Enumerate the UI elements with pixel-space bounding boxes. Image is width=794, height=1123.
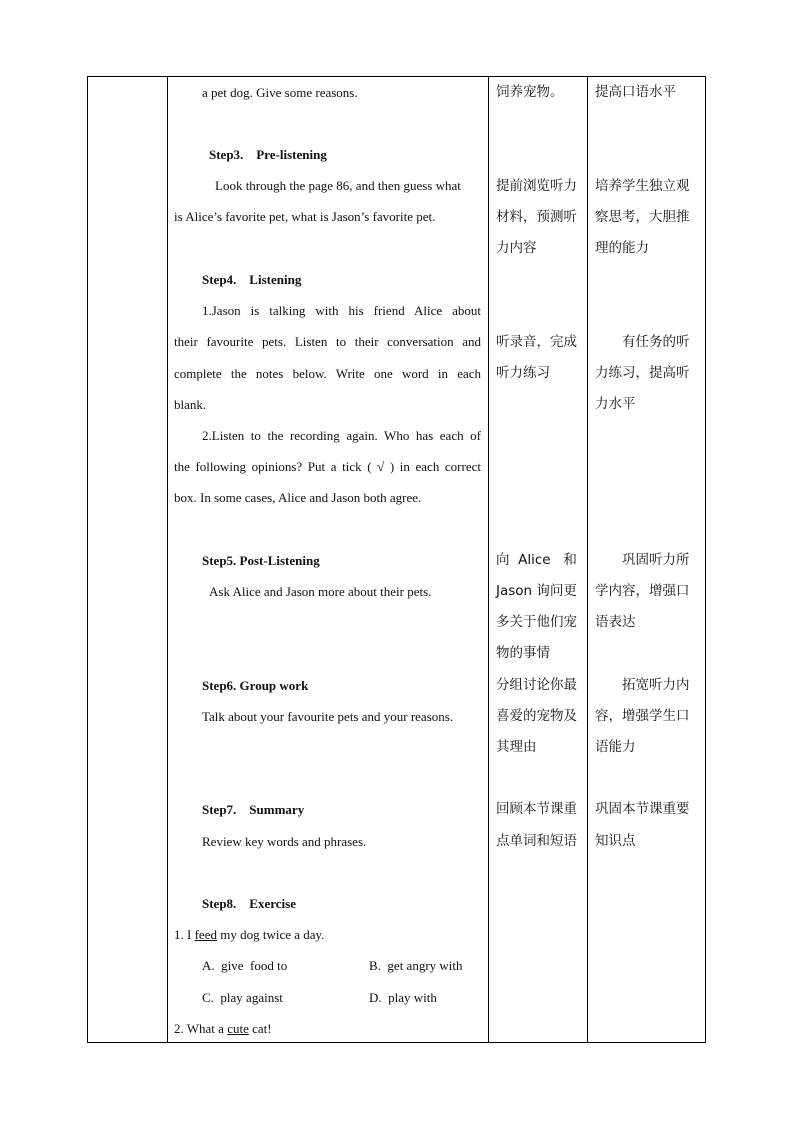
column-divider-1 bbox=[167, 76, 168, 1043]
q1-suffix: my dog twice a day. bbox=[216, 927, 325, 942]
q1-option-d: D. play with bbox=[369, 990, 437, 1005]
step4-purpose-2: 力练习，提高听 bbox=[595, 365, 690, 381]
purpose-text: 提高口语水平 bbox=[595, 84, 676, 100]
step3-heading: Step3. Pre-listening bbox=[209, 147, 327, 162]
step4-line-3: complete the notes below. Write one word in each bbox=[174, 366, 481, 381]
step5-purpose-2: 学内容，增强口 bbox=[595, 583, 690, 599]
step5-method-4: 物的事情 bbox=[496, 645, 550, 661]
q2-prefix: 2. What a bbox=[174, 1021, 228, 1036]
step7-method-1: 回顾本节课重 bbox=[496, 801, 577, 817]
step7-heading: Step7. Summary bbox=[202, 802, 305, 817]
step6-purpose-3: 语能力 bbox=[595, 739, 636, 755]
exercise-question-2 bbox=[174, 1021, 272, 1037]
q2-underlined-word: cute bbox=[227, 1021, 249, 1036]
step4-line-7: box. In some cases, Alice and Jason both agree. bbox=[174, 490, 422, 505]
step8-heading: Step8. Exercise bbox=[202, 896, 296, 911]
step6-purpose-2: 容，增强学生口 bbox=[595, 708, 690, 724]
step4-line-1: 1.Jason is talking with his friend Alice about bbox=[202, 303, 481, 318]
q1-option-a: A. give food to bbox=[202, 958, 288, 973]
step4-purpose-3: 力水平 bbox=[595, 396, 636, 412]
step5-line-1: Ask Alice and Jason more about their pets. bbox=[209, 584, 432, 599]
step5-heading: Step5. Post-Listening bbox=[202, 553, 320, 568]
step3-purpose-1: 培养学生独立观 bbox=[595, 178, 690, 194]
step4-line-5: 2.Listen to the recording again. Who has each of bbox=[202, 428, 481, 443]
step3-method-1: 提前浏览听力 bbox=[496, 178, 577, 194]
step6-purpose-1: 拓宽听力内 bbox=[622, 677, 690, 693]
q1-prefix: 1. I bbox=[174, 927, 195, 942]
step5-method-2: Jason 询问更 bbox=[496, 583, 577, 599]
column-divider-3 bbox=[587, 76, 588, 1043]
q2-suffix: cat! bbox=[248, 1021, 272, 1036]
step3-purpose-2: 察思考，大胆推 bbox=[595, 209, 690, 225]
step3-method-2: 材料，预测听 bbox=[496, 209, 577, 225]
step7-line-1: Review key words and phrases. bbox=[202, 834, 367, 849]
step3-purpose-3: 理的能力 bbox=[595, 240, 649, 256]
step4-heading: Step4. Listening bbox=[202, 272, 302, 287]
step6-line-1: Talk about your favourite pets and your reasons. bbox=[202, 709, 454, 724]
q1-option-c: C. play against bbox=[202, 990, 283, 1005]
step6-heading: Step6. Group work bbox=[202, 678, 309, 693]
content-line: a pet dog. Give some reasons. bbox=[202, 85, 358, 100]
step3-line-2: is Alice’s favorite pet, what is Jason’s favorite pet. bbox=[174, 209, 436, 224]
step3-method-3: 力内容 bbox=[496, 240, 537, 256]
step4-line-2: their favourite pets. Listen to their conversation and bbox=[174, 334, 481, 349]
step7-method-2: 点单词和短语 bbox=[496, 833, 577, 849]
step5-purpose-1: 巩固听力所 bbox=[622, 552, 690, 568]
column-divider-2 bbox=[488, 76, 489, 1043]
q1-underlined-word: feed bbox=[194, 927, 217, 942]
q1-option-b: B. get angry with bbox=[369, 958, 463, 973]
step6-method-2: 喜爱的宠物及 bbox=[496, 708, 577, 724]
step4-method-2: 听力练习 bbox=[496, 365, 550, 381]
step4-method-1: 听录音，完成 bbox=[496, 334, 577, 350]
step4-line-4: blank. bbox=[174, 397, 207, 412]
step3-line-1: Look through the page 86, and then guess what bbox=[215, 178, 461, 193]
step5-method-1: 向 Alice 和 bbox=[496, 552, 577, 568]
step4-line-6: the following opinions? Put a tick ( √ ) in each correct bbox=[174, 459, 481, 474]
step5-method-3: 多关于他们宠 bbox=[496, 614, 577, 630]
step5-purpose-3: 语表达 bbox=[595, 614, 636, 630]
step6-method-1: 分组讨论你最 bbox=[496, 677, 577, 693]
step7-purpose-2: 知识点 bbox=[595, 833, 636, 849]
step6-method-3: 其理由 bbox=[496, 739, 537, 755]
method-text: 饲养宠物。 bbox=[496, 84, 564, 100]
step4-purpose-1: 有任务的听 bbox=[622, 334, 690, 350]
exercise-question-1 bbox=[174, 927, 324, 943]
step7-purpose-1: 巩固本节课重要 bbox=[595, 801, 690, 817]
